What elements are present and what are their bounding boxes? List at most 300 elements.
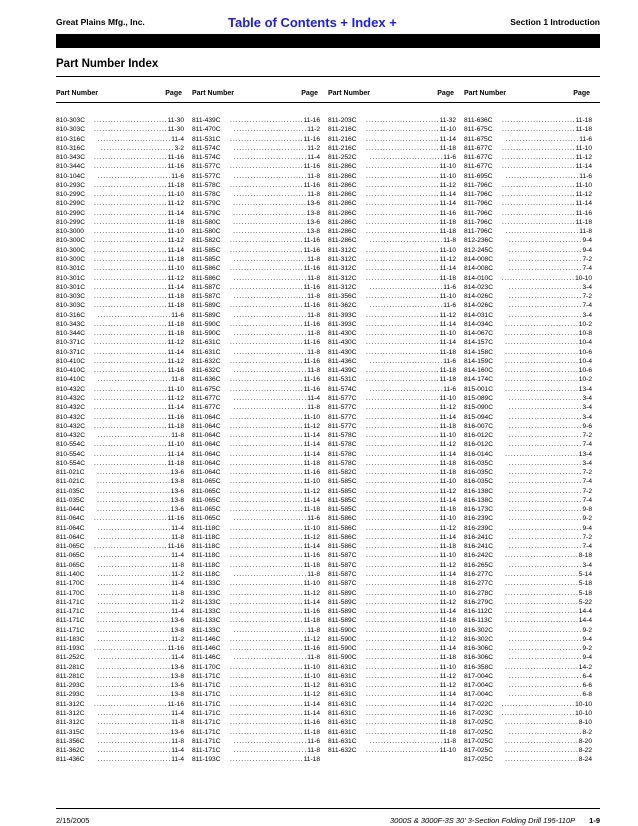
page-ref[interactable]: 7-2 [582, 487, 592, 495]
page-ref[interactable]: 11-18 [167, 255, 184, 263]
page-ref[interactable]: 11-12 [167, 237, 184, 245]
page-ref[interactable]: 11-12 [575, 154, 592, 162]
page-ref[interactable]: 11-16 [303, 552, 320, 560]
page-ref[interactable]: 11-16 [303, 357, 320, 365]
page-ref[interactable]: 11-10 [303, 663, 320, 671]
page-ref[interactable]: 7-4 [582, 302, 592, 310]
page-ref[interactable]: 8-20 [578, 737, 592, 745]
page-ref[interactable]: 11-14 [439, 200, 456, 208]
page-ref[interactable]: 11-12 [167, 200, 184, 208]
page-ref[interactable]: 11-16 [167, 645, 184, 653]
page-ref[interactable]: 11-18 [167, 181, 184, 189]
page-ref[interactable]: 11-10 [167, 265, 184, 273]
page-ref[interactable]: 14-4 [578, 617, 592, 625]
page-ref[interactable]: 11-8 [307, 311, 320, 319]
page-ref[interactable]: 11-16 [303, 237, 320, 245]
page-ref[interactable]: 11-14 [303, 450, 320, 458]
page-ref[interactable]: 11-12 [303, 691, 320, 699]
page-ref[interactable]: 9-4 [582, 524, 592, 532]
page-ref[interactable]: 11-16 [167, 163, 184, 171]
page-ref[interactable]: 10-2 [578, 376, 592, 384]
page-ref[interactable]: 11-8 [307, 747, 320, 755]
index-entry [464, 422, 600, 431]
page-ref[interactable]: 11-8 [579, 228, 592, 236]
page-ref[interactable]: 11-14 [303, 700, 320, 708]
page-ref[interactable]: 13-6 [306, 200, 320, 208]
page-ref[interactable]: 9-8 [582, 506, 592, 514]
page-ref[interactable]: 9-2 [582, 626, 592, 634]
page-ref[interactable]: 11-14 [439, 645, 456, 653]
page-ref[interactable]: 11-14 [167, 450, 184, 458]
page-ref[interactable]: 8-24 [578, 756, 592, 764]
page-ref[interactable]: 10-4 [578, 357, 592, 365]
page-ref[interactable]: 11-18 [575, 126, 592, 134]
page-ref[interactable]: 13-6 [170, 682, 184, 690]
page-ref[interactable]: 11-10 [167, 385, 184, 393]
page-ref[interactable]: 11-16 [303, 246, 320, 254]
page-ref[interactable]: 11-10 [439, 246, 456, 254]
page-ref[interactable]: 3-4 [582, 394, 592, 402]
page-ref[interactable]: 11-14 [439, 413, 456, 421]
page-ref[interactable]: 11-4 [171, 524, 184, 532]
page-ref[interactable]: 11-30 [167, 126, 184, 134]
index-entry [328, 172, 464, 181]
page-ref[interactable]: 11-16 [439, 209, 456, 217]
part-number: 815-001C [464, 385, 493, 393]
page-ref[interactable]: 11-6 [443, 154, 456, 162]
page-ref[interactable]: 11-14 [167, 404, 184, 412]
page-ref[interactable]: 11-18 [167, 302, 184, 310]
page-ref[interactable]: 11-2 [171, 598, 184, 606]
page-ref[interactable]: 11-10 [439, 172, 456, 180]
page-ref[interactable]: 11-10 [303, 580, 320, 588]
page-ref[interactable]: 11-18 [303, 459, 320, 467]
part-number: 811-193C [56, 645, 85, 653]
page-ref[interactable]: 11-10 [439, 663, 456, 671]
page-ref[interactable]: 13-8 [170, 478, 184, 486]
page-ref[interactable]: 11-6 [443, 302, 456, 310]
page-ref[interactable]: 11-12 [303, 487, 320, 495]
page-ref[interactable]: 11-4 [171, 135, 184, 143]
page-ref[interactable]: 11-10 [303, 413, 320, 421]
page-ref[interactable]: 11-12 [303, 635, 320, 643]
page-ref[interactable]: 11-16 [303, 265, 320, 273]
page-ref[interactable]: 5-22 [578, 598, 592, 606]
page-ref[interactable]: 9-4 [582, 246, 592, 254]
page-ref[interactable]: 13-6 [170, 617, 184, 625]
page-ref[interactable]: 11-16 [439, 710, 456, 717]
page-ref[interactable]: 11-10 [303, 524, 320, 532]
page-ref[interactable]: 11-8 [171, 719, 184, 727]
page-ref[interactable]: 11-12 [439, 487, 456, 495]
page-ref[interactable]: 11-8 [171, 376, 184, 384]
page-ref[interactable]: 11-14 [439, 265, 456, 273]
page-ref[interactable]: 11-8 [307, 654, 320, 662]
page-ref[interactable]: 7-2 [582, 469, 592, 477]
page-ref[interactable]: 11-18 [167, 459, 184, 467]
page-ref[interactable]: 11-8 [307, 571, 320, 579]
page-ref[interactable]: 13-8 [170, 496, 184, 504]
page-ref[interactable]: 11-4 [171, 654, 184, 662]
page-ref[interactable]: 13-8 [306, 228, 320, 236]
page-ref[interactable]: 11-10 [439, 478, 456, 486]
index-entry [56, 311, 192, 320]
page-ref[interactable]: 5-18 [578, 580, 592, 588]
page-ref[interactable]: 3-4 [582, 413, 592, 421]
page-ref[interactable]: 13-6 [170, 469, 184, 477]
page-ref[interactable]: 11-14 [439, 450, 456, 458]
page-ref[interactable]: 11-12 [439, 682, 456, 690]
page-ref[interactable]: 7-2 [582, 293, 592, 301]
page-ref[interactable]: 11-8 [307, 330, 320, 338]
page-ref[interactable]: 11-12 [303, 422, 320, 430]
page-ref[interactable]: 11-10 [439, 163, 456, 171]
page-ref[interactable]: 11-10 [439, 515, 456, 523]
part-number: 811-203C [328, 117, 357, 124]
page-ref[interactable]: 11-16 [167, 367, 184, 375]
page-ref[interactable]: 11-14 [439, 533, 456, 541]
page-ref[interactable]: 11-14 [303, 543, 320, 551]
page-ref[interactable]: 3-4 [582, 311, 592, 319]
page-ref[interactable]: 11-10 [167, 441, 184, 449]
page-ref[interactable]: 11-6 [443, 385, 456, 393]
page-ref[interactable]: 11-4 [171, 747, 184, 755]
page-ref[interactable]: 11-18 [439, 218, 456, 226]
page-ref[interactable]: 6-4 [582, 672, 592, 680]
page-ref[interactable]: 11-4 [171, 552, 184, 560]
page-ref[interactable]: 8-2 [582, 728, 592, 736]
page-ref[interactable]: 11-14 [439, 191, 456, 199]
part-number: 811-796C [464, 218, 493, 226]
page-ref[interactable]: 11-2 [171, 571, 184, 579]
part-number: 817-023C [464, 710, 493, 717]
page-ref[interactable]: 11-10 [439, 126, 456, 134]
page-ref[interactable]: 10-6 [578, 348, 592, 356]
page-ref[interactable]: 11-14 [439, 700, 456, 708]
part-number: 811-585C [192, 246, 221, 254]
page-ref[interactable]: 11-18 [439, 228, 456, 236]
page-ref[interactable]: 11-18 [439, 654, 456, 662]
page-ref[interactable]: 11-18 [303, 506, 320, 514]
page-ref[interactable]: 8-22 [578, 747, 592, 755]
page-ref[interactable]: 11-8 [307, 367, 320, 375]
page-ref[interactable]: 11-8 [171, 533, 184, 541]
part-number: 811-578C [328, 450, 357, 458]
page-ref[interactable]: 10-4 [578, 339, 592, 347]
page-ref[interactable]: 13-6 [306, 218, 320, 226]
page-ref[interactable]: 11-18 [439, 469, 456, 477]
page-ref[interactable]: 11-18 [167, 330, 184, 338]
page-ref[interactable]: 5-18 [578, 589, 592, 597]
page-ref[interactable]: 11-4 [171, 580, 184, 588]
page-ref[interactable]: 7-4 [582, 441, 592, 449]
page-ref[interactable]: 11-18 [439, 422, 456, 430]
page-ref[interactable]: 11-4 [307, 394, 320, 402]
page-ref[interactable]: 11-12 [439, 441, 456, 449]
page-ref[interactable]: 13-6 [170, 663, 184, 671]
page-ref[interactable]: 13-4 [578, 385, 592, 393]
page-ref[interactable]: 11-16 [303, 376, 320, 384]
page-ref[interactable]: 11-18 [167, 320, 184, 328]
page-ref[interactable]: 11-14 [439, 135, 456, 143]
page-ref[interactable]: 11-10 [575, 181, 592, 189]
page-ref[interactable]: 11-12 [575, 191, 592, 199]
page-ref[interactable]: 11-10 [167, 228, 184, 236]
page-ref[interactable]: 11-18 [303, 728, 320, 736]
page-ref[interactable]: 11-18 [575, 218, 592, 226]
page-ref[interactable]: 11-12 [439, 311, 456, 319]
page-ref[interactable]: 11-6 [579, 172, 592, 180]
page-ref[interactable]: 11-10 [167, 191, 184, 199]
page-ref[interactable]: 11-16 [303, 719, 320, 727]
page-ref[interactable]: 7-2 [582, 255, 592, 263]
page-ref[interactable]: 3-4 [582, 283, 592, 291]
company-name: Great Plains Mfg., Inc. [56, 17, 145, 27]
page-ref[interactable]: 11-18 [439, 719, 456, 727]
page-ref[interactable]: 11-10 [575, 144, 592, 152]
page-ref[interactable]: 11-14 [167, 209, 184, 217]
page-ref[interactable]: 11-12 [439, 598, 456, 606]
page-ref[interactable]: 11-4 [171, 756, 184, 764]
page-ref[interactable]: 9-2 [582, 645, 592, 653]
page-ref[interactable]: 11-18 [439, 274, 456, 282]
index-entry [328, 422, 464, 431]
page-ref[interactable]: 11-18 [167, 293, 184, 301]
part-number: 816-278C [464, 589, 493, 597]
toc-index-link[interactable]: Table of Contents + Index + [228, 15, 397, 30]
page-ref[interactable]: 11-12 [167, 394, 184, 402]
page-ref[interactable]: 11-14 [439, 496, 456, 504]
page-ref[interactable]: 6-8 [582, 691, 592, 699]
page-ref[interactable]: 11-14 [439, 608, 456, 616]
page-ref[interactable]: 11-8 [171, 561, 184, 569]
page-ref[interactable]: 11-18 [439, 506, 456, 514]
page-ref[interactable]: 11-10 [303, 478, 320, 486]
page-ref[interactable]: 11-18 [303, 561, 320, 569]
page-ref[interactable]: 11-18 [439, 459, 456, 467]
page-ref[interactable]: 11-12 [303, 589, 320, 597]
page-ref[interactable]: 8-10 [578, 719, 592, 727]
part-number: 816-112C [464, 608, 493, 616]
page-ref[interactable]: 11-14 [303, 496, 320, 504]
page-ref[interactable]: 11-12 [439, 181, 456, 189]
page-ref[interactable]: 7-4 [582, 265, 592, 273]
index-entry [464, 644, 600, 653]
page-ref[interactable]: 11-12 [303, 533, 320, 541]
page-ref[interactable]: 11-18 [439, 367, 456, 375]
page-ref[interactable]: 11-6 [443, 283, 456, 291]
page-ref[interactable]: 11-18 [439, 617, 456, 625]
page-ref[interactable]: 11-18 [439, 144, 456, 152]
page-ref[interactable]: 9-4 [582, 654, 592, 662]
page-ref[interactable]: 11-10 [439, 394, 456, 402]
page-ref[interactable]: 11-10 [439, 330, 456, 338]
page-ref[interactable]: 11-10 [439, 293, 456, 301]
page-ref[interactable]: 11-16 [167, 154, 184, 162]
page-ref[interactable]: 11-6 [443, 357, 456, 365]
page-ref[interactable]: 9-4 [582, 237, 592, 245]
page-ref[interactable]: 11-12 [303, 682, 320, 690]
page-ref[interactable]: 13-6 [170, 487, 184, 495]
page-ref[interactable]: 9-2 [582, 515, 592, 523]
page-ref[interactable]: 11-16 [167, 413, 184, 421]
page-ref[interactable]: 11-6 [171, 172, 184, 180]
page-ref[interactable]: 11-14 [439, 571, 456, 579]
page-ref[interactable]: 5-14 [578, 571, 592, 579]
page-ref[interactable]: 11-4 [171, 710, 184, 717]
page-ref[interactable]: 14-4 [578, 608, 592, 616]
page-ref[interactable]: 11-14 [439, 320, 456, 328]
page-ref[interactable]: 11-8 [307, 293, 320, 301]
page-ref[interactable]: 7-2 [582, 533, 592, 541]
page-ref[interactable]: 11-4 [171, 608, 184, 616]
page-ref[interactable]: 11-10 [439, 552, 456, 560]
page-ref[interactable]: 10-10 [575, 700, 592, 708]
page-ref[interactable]: 11-18 [439, 376, 456, 384]
page-ref[interactable]: 11-14 [167, 283, 184, 291]
page-ref[interactable]: 13-6 [170, 728, 184, 736]
page-ref[interactable]: 14-2 [578, 663, 592, 671]
page-ref[interactable]: 11-18 [303, 617, 320, 625]
page-ref[interactable]: 13-8 [170, 691, 184, 699]
page-ref[interactable]: 13-4 [578, 450, 592, 458]
page-ref[interactable]: 10-2 [578, 320, 592, 328]
page-ref[interactable]: 7-2 [582, 432, 592, 440]
page-ref[interactable]: 13-6 [170, 506, 184, 514]
page-ref[interactable]: 6-6 [582, 682, 592, 690]
page-ref[interactable]: 11-12 [439, 404, 456, 412]
page-ref[interactable]: 13-8 [306, 209, 320, 217]
index-entry [464, 635, 600, 644]
page-ref[interactable]: 11-14 [303, 598, 320, 606]
page-ref[interactable]: 11-16 [303, 469, 320, 477]
page-ref[interactable]: 11-14 [303, 441, 320, 449]
page-ref[interactable]: 11-16 [167, 543, 184, 551]
page-ref[interactable]: 11-12 [167, 339, 184, 347]
page-ref[interactable]: 11-2 [171, 635, 184, 643]
page-ref[interactable]: 11-16 [303, 608, 320, 616]
page-ref[interactable]: 11-18 [439, 543, 456, 551]
page-ref[interactable]: 11-16 [167, 700, 184, 708]
page-ref[interactable]: 11-2 [307, 144, 320, 152]
page-ref[interactable]: 11-18 [167, 422, 184, 430]
page-ref[interactable]: 3-2 [174, 144, 184, 152]
page-ref[interactable]: 10-10 [575, 710, 592, 717]
page-ref[interactable]: 11-14 [303, 432, 320, 440]
page-ref[interactable]: 11-18 [439, 580, 456, 588]
page-ref[interactable]: 11-4 [307, 154, 320, 162]
page-ref[interactable]: 11-16 [303, 320, 320, 328]
page-ref[interactable]: 11-18 [439, 728, 456, 736]
page-ref[interactable]: 11-18 [167, 218, 184, 226]
page-ref[interactable]: 11-12 [167, 274, 184, 282]
page-ref[interactable]: 11-6 [171, 311, 184, 319]
index-entry [56, 422, 192, 431]
page-ref[interactable]: 11-10 [439, 747, 456, 755]
page-ref[interactable]: 3-4 [582, 561, 592, 569]
page-ref[interactable]: 11-8 [443, 737, 456, 745]
page-ref[interactable]: 11-18 [439, 348, 456, 356]
page-ref[interactable]: 11-16 [303, 645, 320, 653]
page-ref[interactable]: 11-12 [439, 524, 456, 532]
page-ref[interactable]: 11-14 [439, 339, 456, 347]
page-ref[interactable]: 11-16 [303, 302, 320, 310]
column-header [56, 90, 192, 102]
page-ref[interactable]: 11-18 [303, 756, 320, 764]
page-ref[interactable]: 10-6 [578, 367, 592, 375]
page-ref[interactable]: 11-8 [443, 237, 456, 245]
page-ref[interactable]: 11-8 [307, 626, 320, 634]
page-ref[interactable]: 11-12 [439, 561, 456, 569]
page-ref[interactable]: 7-4 [582, 496, 592, 504]
page-ref[interactable]: 11-14 [303, 710, 320, 717]
page-ref[interactable]: 11-16 [303, 181, 320, 189]
page-ref[interactable]: 11-10 [439, 589, 456, 597]
page-ref[interactable]: 11-16 [167, 515, 184, 523]
page-ref[interactable]: 11-16 [303, 339, 320, 347]
page-ref[interactable]: 11-16 [303, 385, 320, 393]
page-ref[interactable]: 11-8 [307, 404, 320, 412]
page-ref[interactable]: 11-14 [439, 691, 456, 699]
page-ref[interactable]: 11-16 [303, 163, 320, 171]
page-ref[interactable]: 11-10 [303, 672, 320, 680]
page-ref[interactable]: 11-8 [307, 255, 320, 263]
page-ref[interactable]: 9-6 [582, 422, 592, 430]
page-ref[interactable]: 11-32 [439, 117, 456, 124]
page-ref[interactable]: 7-4 [582, 543, 592, 551]
page-ref[interactable]: 10-8 [578, 330, 592, 338]
page-ref[interactable]: 7-4 [582, 478, 592, 486]
page-ref[interactable]: 10-10 [575, 274, 592, 282]
page-ref[interactable]: 11-2 [307, 126, 320, 134]
page-ref[interactable]: 11-8 [171, 737, 184, 745]
page-ref[interactable]: 11-8 [307, 191, 320, 199]
page-ref[interactable]: 11-8 [307, 172, 320, 180]
page-ref[interactable]: 11-8 [307, 274, 320, 282]
page-ref[interactable]: 11-16 [303, 135, 320, 143]
page-ref[interactable]: 11-16 [575, 209, 592, 217]
page-ref[interactable]: 11-14 [167, 348, 184, 356]
page-ref[interactable]: 9-4 [582, 635, 592, 643]
page-ref[interactable]: 11-12 [167, 357, 184, 365]
page-ref[interactable]: 11-16 [303, 283, 320, 291]
page-ref[interactable]: 11-14 [167, 246, 184, 254]
page-ref[interactable]: 11-16 [303, 117, 320, 124]
dot-leader: .......................... [233, 747, 308, 755]
page-ref[interactable]: 11-12 [439, 672, 456, 680]
page-ref[interactable]: 11-30 [167, 117, 184, 124]
page-ref[interactable]: 11-8 [171, 432, 184, 440]
page-ref[interactable]: 11-14 [575, 200, 592, 208]
page-ref[interactable]: 11-8 [171, 589, 184, 597]
dot-leader: .......................... [369, 737, 444, 745]
page-ref[interactable]: 3-4 [582, 404, 592, 412]
page-ref[interactable]: 11-10 [439, 626, 456, 634]
page-ref[interactable]: 11-6 [579, 135, 592, 143]
page-ref[interactable]: 11-18 [575, 117, 592, 124]
page-ref[interactable]: 13-8 [170, 672, 184, 680]
page-ref[interactable]: 11-6 [307, 515, 320, 523]
page-ref[interactable]: 8-18 [578, 552, 592, 560]
page-ref[interactable]: 11-12 [439, 635, 456, 643]
page-ref[interactable]: 11-10 [439, 432, 456, 440]
page-ref[interactable]: 11-8 [307, 348, 320, 356]
page-ref[interactable]: 11-6 [307, 737, 320, 745]
page-ref[interactable]: 3-4 [582, 459, 592, 467]
page-ref[interactable]: 11-14 [575, 163, 592, 171]
page-ref[interactable]: 11-12 [439, 255, 456, 263]
page-ref[interactable]: 13-8 [170, 626, 184, 634]
